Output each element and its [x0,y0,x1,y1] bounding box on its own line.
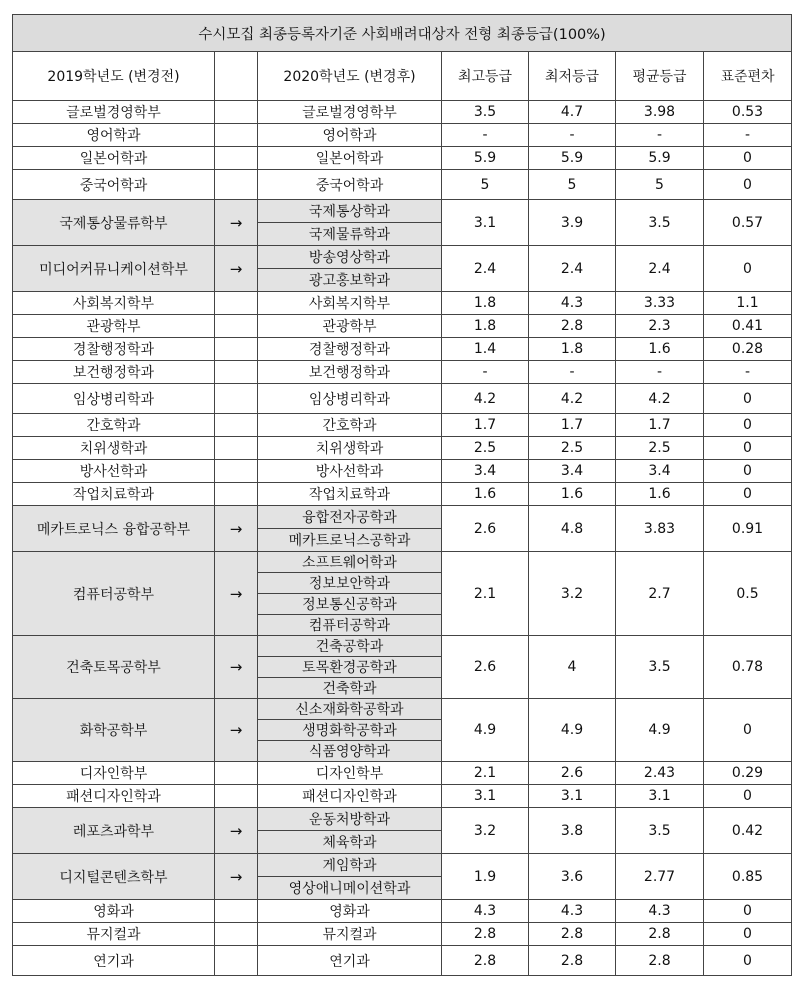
std-dev: 0.5 [704,552,792,636]
max-grade: 2.1 [442,762,529,785]
dept-before: 건축토목공학부 [13,636,215,699]
dept-before: 메카트로닉스 융합공학부 [13,506,215,552]
min-grade: 5.9 [529,147,616,170]
arrow-cell [215,414,258,437]
std-dev: 0.28 [704,338,792,361]
dept-after: 게임학과 [258,854,442,877]
avg-grade: 3.83 [616,506,704,552]
max-grade: 2.8 [442,946,529,976]
table-row [13,147,792,170]
dept-after: 건축학과 [258,678,442,699]
min-grade: 3.1 [529,785,616,808]
avg-grade: 1.6 [616,338,704,361]
table-row [13,785,792,808]
std-dev: 0.78 [704,636,792,699]
dept-after: 식품영양학과 [258,741,442,762]
min-grade: 1.6 [529,483,616,506]
min-grade: 3.2 [529,552,616,636]
dept-after: 융합전자공학과 [258,506,442,529]
min-grade: 2.6 [529,762,616,785]
avg-grade: 3.5 [616,200,704,246]
dept-before: 컴퓨터공학부 [13,552,215,636]
max-grade: 1.6 [442,483,529,506]
std-dev: 0.53 [704,101,792,124]
arrow-cell [215,361,258,384]
avg-grade: 4.9 [616,699,704,762]
arrow-cell [215,384,258,414]
dept-after: 광고홍보학과 [258,269,442,292]
dept-before: 디자인학부 [13,762,215,785]
avg-grade: 2.77 [616,854,704,900]
table-row [13,384,792,414]
max-grade: 3.1 [442,200,529,246]
min-grade: 2.8 [529,946,616,976]
dept-after: 방사선학과 [258,460,442,483]
max-grade: 3.2 [442,808,529,854]
table-row [13,200,792,223]
avg-grade: 4.2 [616,384,704,414]
dept-after: 운동처방학과 [258,808,442,831]
table-row [13,170,792,200]
table-row [13,636,792,657]
arrow-cell [215,292,258,315]
table-row [13,900,792,923]
min-grade: 4.7 [529,101,616,124]
header-max-grade: 최고등급 [442,52,529,101]
max-grade: 5 [442,170,529,200]
arrow-cell [215,762,258,785]
avg-grade: 3.33 [616,292,704,315]
table-row [13,946,792,976]
arrow-icon: → [215,699,258,762]
dept-before: 영화과 [13,900,215,923]
std-dev: 0 [704,384,792,414]
max-grade: 4.2 [442,384,529,414]
max-grade: 4.9 [442,699,529,762]
dept-after: 관광학부 [258,315,442,338]
table-row [13,414,792,437]
std-dev: 0 [704,785,792,808]
max-grade: 2.8 [442,923,529,946]
min-grade: 3.8 [529,808,616,854]
table-row [13,292,792,315]
dept-after: 글로벌경영학부 [258,101,442,124]
table-row [13,437,792,460]
table-row [13,460,792,483]
dept-after: 간호학과 [258,414,442,437]
std-dev: 0 [704,147,792,170]
dept-after: 디자인학부 [258,762,442,785]
arrow-cell [215,338,258,361]
table-title: 수시모집 최종등록자기준 사회배려대상자 전형 최종등급(100%) [13,15,792,52]
dept-after: 토목환경공학과 [258,657,442,678]
arrow-icon: → [215,246,258,292]
arrow-cell [215,315,258,338]
std-dev: 0 [704,460,792,483]
dept-before: 연기과 [13,946,215,976]
arrow-icon: → [215,808,258,854]
dept-after: 패션디자인학과 [258,785,442,808]
dept-after: 건축공학과 [258,636,442,657]
arrow-icon: → [215,636,258,699]
max-grade: 2.1 [442,552,529,636]
dept-after: 방송영상학과 [258,246,442,269]
table-row [13,808,792,831]
avg-grade: 2.7 [616,552,704,636]
min-grade: 4.3 [529,900,616,923]
table-row [13,361,792,384]
dept-after: 영어학과 [258,124,442,147]
arrow-cell [215,101,258,124]
max-grade: 1.7 [442,414,529,437]
std-dev: - [704,361,792,384]
dept-before: 일본어학과 [13,147,215,170]
dept-after: 메카트로닉스공학과 [258,529,442,552]
std-dev: 0.42 [704,808,792,854]
arrow-cell [215,483,258,506]
min-grade: 3.9 [529,200,616,246]
table-row [13,338,792,361]
header-after: 2020학년도 (변경후) [258,52,442,101]
std-dev: 0 [704,946,792,976]
table-row [13,101,792,124]
avg-grade: 2.43 [616,762,704,785]
avg-grade: - [616,124,704,147]
header-arrow-column [215,52,258,101]
min-grade: 4.8 [529,506,616,552]
dept-after: 작업치료학과 [258,483,442,506]
min-grade: 4 [529,636,616,699]
dept-before: 치위생학과 [13,437,215,460]
avg-grade: 2.3 [616,315,704,338]
dept-before: 임상병리학과 [13,384,215,414]
std-dev: 0 [704,483,792,506]
table-row [13,124,792,147]
avg-grade: 3.5 [616,636,704,699]
max-grade: - [442,124,529,147]
std-dev: 1.1 [704,292,792,315]
std-dev: 0 [704,414,792,437]
avg-grade: 2.5 [616,437,704,460]
max-grade: 1.8 [442,292,529,315]
dept-after: 국제통상학과 [258,200,442,223]
min-grade: - [529,124,616,147]
dept-after: 국제물류학과 [258,223,442,246]
dept-before: 영어학과 [13,124,215,147]
avg-grade: 5 [616,170,704,200]
dept-before: 방사선학과 [13,460,215,483]
avg-grade: 2.4 [616,246,704,292]
avg-grade: 2.8 [616,946,704,976]
dept-after: 체육학과 [258,831,442,854]
arrow-cell [215,900,258,923]
arrow-icon: → [215,552,258,636]
arrow-cell [215,147,258,170]
std-dev: - [704,124,792,147]
dept-before: 보건행정학과 [13,361,215,384]
dept-before: 패션디자인학과 [13,785,215,808]
avg-grade: 2.8 [616,923,704,946]
arrow-cell [215,923,258,946]
max-grade: 1.9 [442,854,529,900]
max-grade: - [442,361,529,384]
avg-grade: 1.7 [616,414,704,437]
header-avg-grade: 평균등급 [616,52,704,101]
max-grade: 2.4 [442,246,529,292]
arrow-cell [215,437,258,460]
min-grade: 3.4 [529,460,616,483]
dept-before: 미디어커뮤니케이션학부 [13,246,215,292]
std-dev: 0 [704,699,792,762]
dept-after: 중국어학과 [258,170,442,200]
max-grade: 4.3 [442,900,529,923]
dept-after: 소프트웨어학과 [258,552,442,573]
dept-before: 글로벌경영학부 [13,101,215,124]
table-row [13,506,792,529]
std-dev: 0 [704,170,792,200]
dept-before: 화학공학부 [13,699,215,762]
dept-after: 정보통신공학과 [258,594,442,615]
avg-grade: 3.5 [616,808,704,854]
dept-after: 영화과 [258,900,442,923]
min-grade: 2.8 [529,315,616,338]
avg-grade: 5.9 [616,147,704,170]
min-grade: 4.9 [529,699,616,762]
dept-before: 관광학부 [13,315,215,338]
std-dev: 0.85 [704,854,792,900]
arrow-cell [215,785,258,808]
header-before: 2019학년도 (변경전) [13,52,215,101]
arrow-cell [215,460,258,483]
admission-grade-table [12,14,792,976]
dept-before: 경찰행정학과 [13,338,215,361]
max-grade: 5.9 [442,147,529,170]
avg-grade: 3.1 [616,785,704,808]
dept-before: 사회복지학부 [13,292,215,315]
dept-after: 경찰행정학과 [258,338,442,361]
dept-before: 작업치료학과 [13,483,215,506]
table-row [13,315,792,338]
max-grade: 1.8 [442,315,529,338]
std-dev: 0.91 [704,506,792,552]
dept-before: 디지털콘텐츠학부 [13,854,215,900]
dept-after: 컴퓨터공학과 [258,615,442,636]
header-std-dev: 표준편차 [704,52,792,101]
avg-grade: 3.98 [616,101,704,124]
arrow-cell [215,170,258,200]
avg-grade: 4.3 [616,900,704,923]
dept-before: 국제통상물류학부 [13,200,215,246]
min-grade: 2.8 [529,923,616,946]
std-dev: 0.41 [704,315,792,338]
std-dev: 0 [704,923,792,946]
min-grade: 3.6 [529,854,616,900]
max-grade: 1.4 [442,338,529,361]
std-dev: 0 [704,900,792,923]
max-grade: 3.1 [442,785,529,808]
arrow-icon: → [215,854,258,900]
avg-grade: - [616,361,704,384]
table-row [13,923,792,946]
dept-after: 생명화학공학과 [258,720,442,741]
dept-after: 임상병리학과 [258,384,442,414]
min-grade: 4.2 [529,384,616,414]
dept-before: 레포츠과학부 [13,808,215,854]
arrow-cell [215,946,258,976]
max-grade: 2.6 [442,506,529,552]
dept-after: 신소재화학공학과 [258,699,442,720]
header-min-grade: 최저등급 [529,52,616,101]
avg-grade: 1.6 [616,483,704,506]
min-grade: 2.5 [529,437,616,460]
dept-after: 일본어학과 [258,147,442,170]
min-grade: - [529,361,616,384]
table-row [13,246,792,269]
dept-after: 연기과 [258,946,442,976]
max-grade: 3.4 [442,460,529,483]
std-dev: 0.57 [704,200,792,246]
arrow-cell [215,124,258,147]
dept-after: 정보보안학과 [258,573,442,594]
max-grade: 2.6 [442,636,529,699]
min-grade: 1.8 [529,338,616,361]
table-row [13,483,792,506]
min-grade: 4.3 [529,292,616,315]
dept-before: 뮤지컬과 [13,923,215,946]
dept-after: 사회복지학부 [258,292,442,315]
dept-after: 보건행정학과 [258,361,442,384]
dept-after: 뮤지컬과 [258,923,442,946]
std-dev: 0 [704,437,792,460]
min-grade: 5 [529,170,616,200]
table-row [13,854,792,877]
table-row [13,762,792,785]
table-row [13,699,792,720]
avg-grade: 3.4 [616,460,704,483]
min-grade: 1.7 [529,414,616,437]
dept-after: 치위생학과 [258,437,442,460]
std-dev: 0.29 [704,762,792,785]
max-grade: 2.5 [442,437,529,460]
dept-after: 영상애니메이션학과 [258,877,442,900]
arrow-icon: → [215,200,258,246]
table-row [13,552,792,573]
min-grade: 2.4 [529,246,616,292]
std-dev: 0 [704,246,792,292]
dept-before: 중국어학과 [13,170,215,200]
max-grade: 3.5 [442,101,529,124]
dept-before: 간호학과 [13,414,215,437]
arrow-icon: → [215,506,258,552]
